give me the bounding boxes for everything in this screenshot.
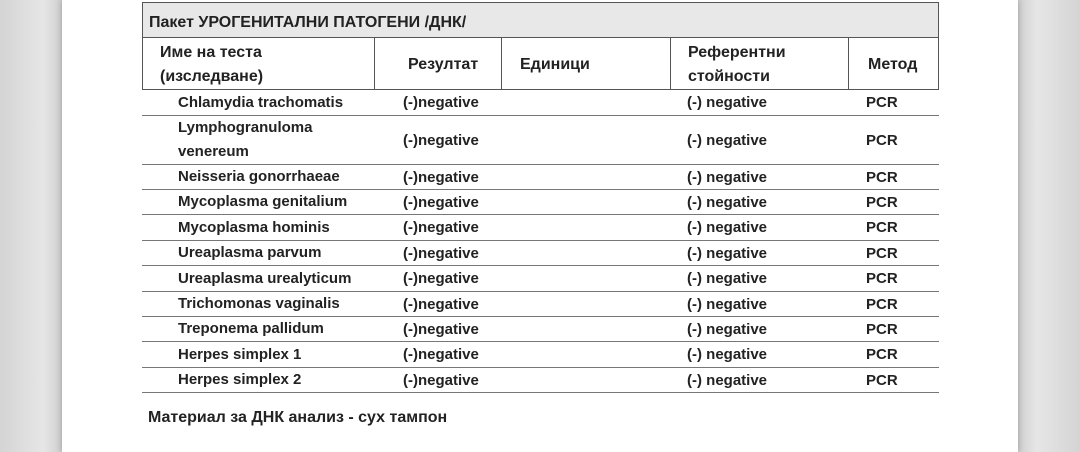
result-value: (-)negative [403, 346, 479, 363]
table-row [142, 190, 939, 215]
method-value: PCR [866, 131, 898, 149]
reference-value: (-) negative [687, 193, 768, 211]
reference-value: (-) negative [687, 371, 768, 389]
test-name: Lymphogranuloma venereum [178, 119, 313, 160]
document-page [62, 0, 1018, 452]
method-value: PCR [866, 346, 898, 363]
method-value: PCR [866, 371, 898, 389]
method-value: PCR [866, 295, 898, 313]
test-name: Mycoplasma genitalium [178, 193, 348, 210]
test-name: Chlamydia trachomatis [178, 93, 344, 111]
table-row [142, 292, 939, 317]
reference-value: (-) negative [687, 219, 768, 236]
reference-value: (-) negative [687, 270, 768, 287]
method-value: PCR [866, 244, 898, 262]
reference-value: (-) negative [687, 131, 768, 149]
result-value: (-)negative [403, 244, 479, 262]
table-row [142, 215, 939, 241]
table-row [142, 342, 939, 368]
header-units: Единици [520, 56, 590, 73]
test-name: Trichomonas vaginalis [178, 295, 340, 312]
header-divider [848, 38, 849, 90]
left-margin [0, 0, 62, 452]
reference-value: (-) negative [687, 244, 768, 262]
reference-value: (-) negative [687, 295, 768, 313]
reference-value: (-) negative [687, 320, 768, 338]
reference-value: (-) negative [687, 168, 768, 186]
table-row [142, 241, 939, 266]
table-row [142, 116, 939, 165]
result-value: (-)negative [403, 270, 479, 287]
result-value: (-)negative [403, 168, 479, 186]
method-value: PCR [866, 193, 898, 211]
header-divider [374, 38, 375, 90]
sample-material-note: Материал за ДНК анализ - сух тампон [148, 409, 448, 426]
result-value: (-)negative [403, 131, 479, 149]
result-value: (-)negative [403, 295, 479, 313]
test-name: Treponema pallidum [178, 320, 324, 337]
table-row [142, 266, 939, 292]
result-value: (-)negative [403, 219, 479, 236]
method-value: PCR [866, 219, 898, 236]
header-divider [670, 38, 671, 90]
header-method: Метод [868, 56, 918, 73]
right-margin [1018, 0, 1080, 452]
test-name: Neisseria gonorrhaeae [178, 168, 340, 185]
panel-title: Пакет УРОГЕНИТАЛНИ ПАТОГЕНИ /ДНК/ [142, 2, 939, 38]
method-value: PCR [866, 94, 898, 111]
result-value: (-)negative [403, 320, 479, 338]
reference-value: (-) negative [687, 346, 768, 363]
result-value: (-)negative [403, 193, 479, 211]
test-name: Herpes simplex 2 [178, 371, 302, 388]
reference-value: (-) negative [687, 94, 768, 111]
test-name: Mycoplasma hominis [178, 218, 330, 236]
table-row [142, 90, 939, 116]
results-table [142, 90, 939, 393]
result-value: (-)negative [403, 94, 479, 111]
header-test-name: Име на теста (изследване) [160, 44, 264, 85]
header-result: Резултат [408, 56, 479, 73]
result-value: (-)negative [403, 371, 479, 389]
test-name: Herpes simplex 1 [178, 345, 302, 363]
method-value: PCR [866, 320, 898, 338]
method-value: PCR [866, 270, 898, 287]
header-divider [501, 38, 502, 90]
table-row [142, 165, 939, 190]
header-reference: Референтни стойности [688, 44, 786, 85]
test-name: Ureaplasma parvum [178, 244, 322, 261]
method-value: PCR [866, 168, 898, 186]
table-row [142, 317, 939, 342]
test-name: Ureaplasma urealyticum [178, 269, 352, 287]
table-row [142, 368, 939, 393]
